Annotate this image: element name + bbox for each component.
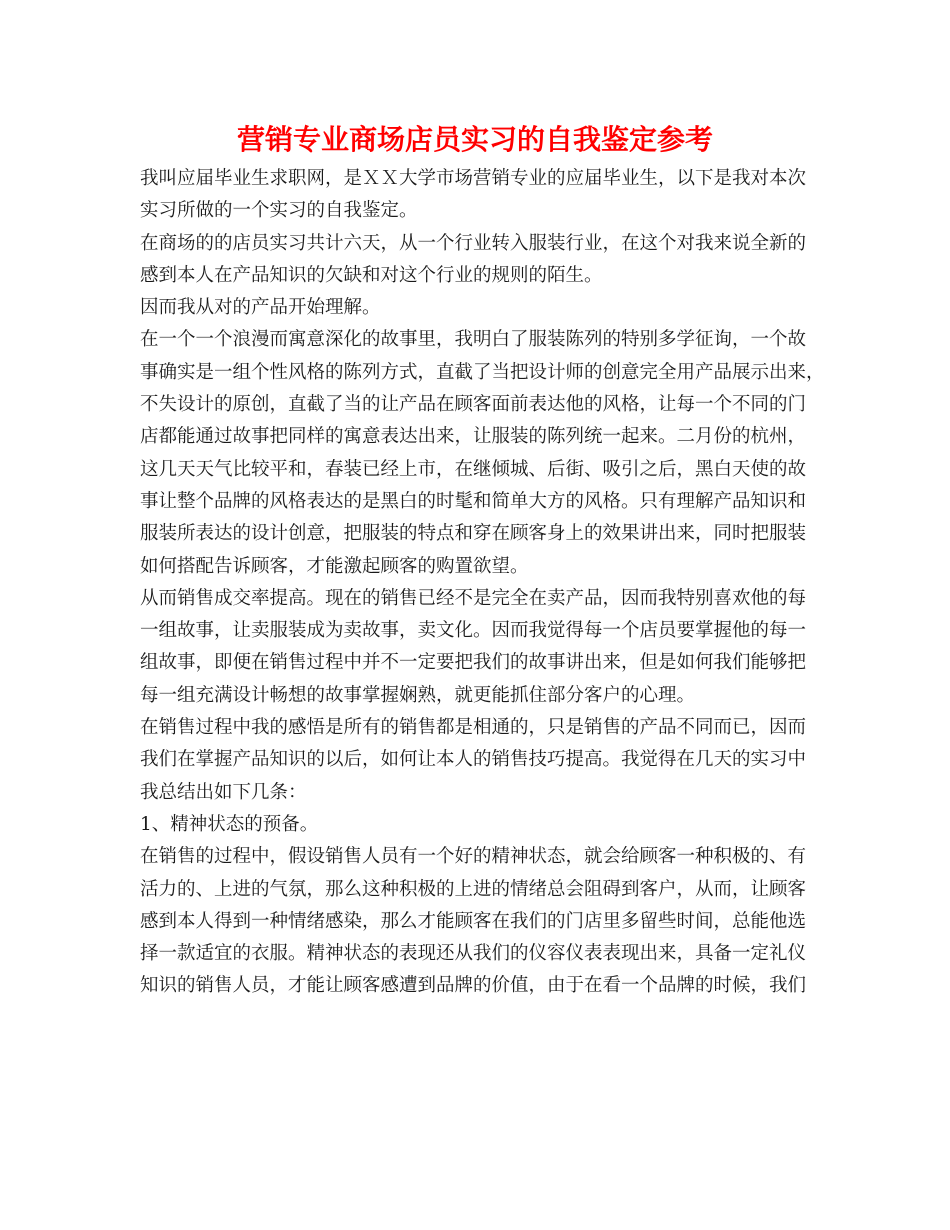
body-line: 这几天天气比较平和，春装已经上市，在继倾城、后街、吸引之后，黑白天使的故 xyxy=(140,458,807,480)
body-line: 我总结出如下几条： xyxy=(140,781,307,803)
body-line: 在销售的过程中，假设销售人员有一个好的精神状态，就会给顾客一种积极的、有 xyxy=(140,846,807,868)
body-line: 在销售过程中我的感悟是所有的销售都是相通的，只是销售的产品不同而已，因而 xyxy=(140,717,807,739)
body-line: 我们在掌握产品知识的以后，如何让本人的销售技巧提高。我觉得在几天的实习中 xyxy=(140,749,807,771)
body-line: 在商场的的店员实习共计六天，从一个行业转入服装行业，在这个对我来说全新的 xyxy=(140,232,807,254)
body-line: 感到本人在产品知识的欠缺和对这个行业的规则的陌生。 xyxy=(140,264,603,286)
body-line: 服装所表达的设计创意，把服装的特点和穿在顾客身上的效果讲出来，同时把服装 xyxy=(140,523,807,545)
body-line: 事确实是一组个性风格的陈列方式，直截了当把设计师的创意完全用产品展示出来， xyxy=(140,361,825,383)
body-line: 不失设计的原创，直截了当的让产品在顾客面前表达他的风格，让每一个不同的门 xyxy=(140,394,807,416)
body-line: 活力的、上进的气氛，那么这种积极的上进的情绪总会阻碍到客户，从而，让顾客 xyxy=(140,878,807,900)
body-line: 在一个一个浪漫而寓意深化的故事里，我明白了服装陈列的特别多学征询，一个故 xyxy=(140,329,807,351)
body-line: 我叫应届毕业生求职网，是ＸＸ大学市场营销专业的应届毕业生，以下是我对本次 xyxy=(140,168,807,189)
section-heading: 1、精神状态的预备。 xyxy=(140,813,319,835)
body-line: 一组故事，让卖服装成为卖故事，卖文化。因而我觉得每一个店员要掌握他的每一 xyxy=(140,620,807,642)
body-line: 店都能通过故事把同样的寓意表达出来，让服装的陈列统一起来。二月份的杭州， xyxy=(140,426,807,448)
body-line: 事让整个品牌的风格表达的是黑白的时髦和简单大方的风格。只有理解产品知识和 xyxy=(140,490,807,512)
body-line: 感到本人得到一种情绪感染，那么才能顾客在我们的门店里多留些时间，总能他选 xyxy=(140,910,807,932)
body-line: 从而销售成交率提高。现在的销售已经不是完全在卖产品，因而我特别喜欢他的每 xyxy=(140,587,807,609)
document-body xyxy=(140,163,825,1003)
body-line: 实习所做的一个实习的自我鉴定。 xyxy=(140,200,418,222)
body-line: 知识的销售人员，才能让顾客感遭到品牌的价值，由于在看一个品牌的时候，我们 xyxy=(140,975,807,997)
body-line: 组故事，即便在销售过程中并不一定要把我们的故事讲出来，但是如何我们能够把 xyxy=(140,652,807,674)
body-line: 因而我从对的产品开始理解。 xyxy=(140,297,381,319)
body-line: 每一组充满设计畅想的故事掌握娴熟，就更能抓住部分客户的心理。 xyxy=(140,684,696,706)
document-title: 营销专业商场店员实习的自我鉴定参考 xyxy=(236,123,713,156)
body-line: 择一款适宜的衣服。精神状态的表现还从我们的仪容仪表表现出来，具备一定礼仪 xyxy=(140,943,807,965)
body-line: 如何搭配告诉顾客，才能激起顾客的购置欲望。 xyxy=(140,555,529,577)
